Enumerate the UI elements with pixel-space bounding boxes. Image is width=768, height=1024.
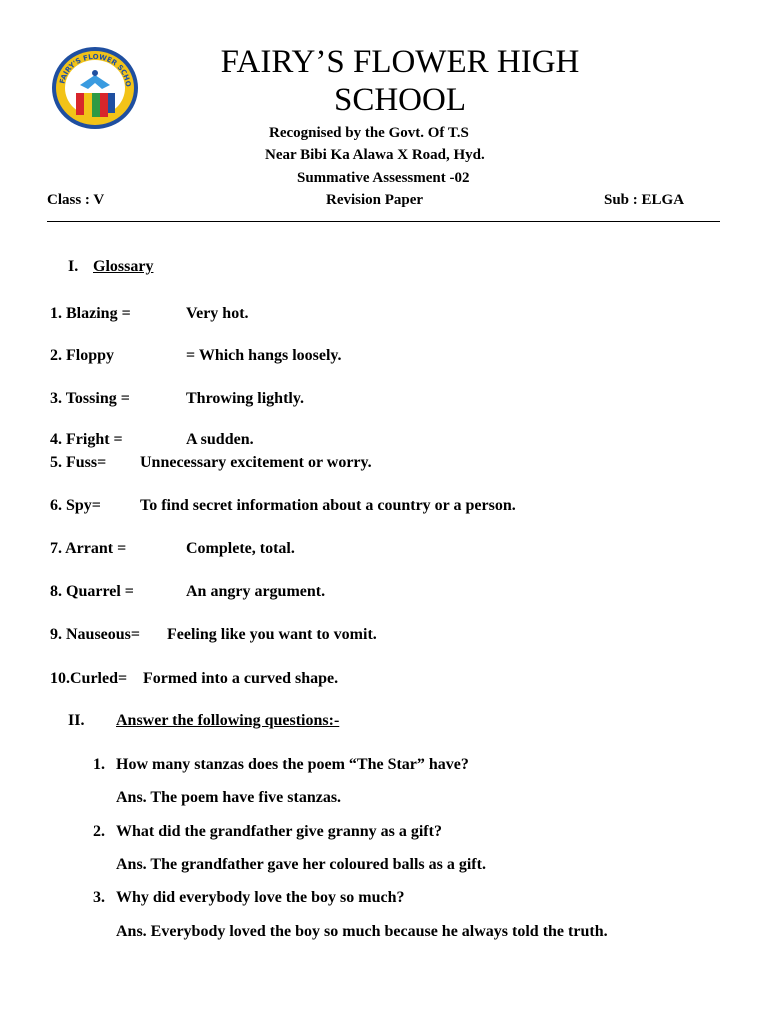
logo-text: FAIRY'S FLOWER SCHO: [58, 52, 133, 88]
answer-text: Ans. The grandfather gave her coloured balls as a gift.: [116, 856, 486, 873]
school-logo: [50, 45, 140, 131]
paper-type: Revision Paper: [326, 192, 424, 208]
glossary-definition: An angry argument.: [186, 583, 326, 600]
subject-label: Sub : ELGA: [604, 192, 685, 208]
glossary-term: 4. Fright =: [50, 431, 123, 448]
glossary-definition: = Which hangs loosely.: [186, 347, 342, 364]
class-label: Class : V: [47, 192, 105, 208]
glossary-definition: Formed into a curved shape.: [143, 670, 339, 687]
glossary-definition: Throwing lightly.: [186, 390, 304, 407]
address-text: Near Bibi Ka Alawa X Road, Hyd.: [265, 147, 485, 163]
school-name-line2: SCHOOL: [333, 82, 467, 118]
glossary-definition: A sudden.: [186, 431, 254, 448]
question-text: Why did everybody love the boy so much?: [116, 889, 405, 906]
question-number: 1.: [93, 756, 105, 773]
section2-heading: Answer the following questions:-: [116, 712, 340, 729]
glossary-term: 9. Nauseous=: [50, 626, 141, 643]
assessment-title: Summative Assessment -02: [297, 170, 470, 186]
glossary-definition: Complete, total.: [186, 540, 295, 557]
glossary-term: 7. Arrant =: [50, 540, 127, 557]
glossary-term: 8. Quarrel =: [50, 583, 134, 600]
glossary-definition: Very hot.: [186, 305, 249, 322]
glossary-term: 10.Curled=: [50, 670, 128, 687]
question-text: How many stanzas does the poem “The Star” have?: [116, 756, 469, 773]
school-name-line1: FAIRY’S FLOWER HIGH: [220, 44, 580, 80]
question-number: 3.: [93, 889, 105, 906]
glossary-definition: Unnecessary excitement or worry.: [140, 454, 372, 471]
glossary-term: 5. Fuss=: [50, 454, 107, 471]
recognition-text: Recognised by the Govt. Of T.S: [269, 125, 469, 141]
glossary-term: 3. Tossing =: [50, 390, 130, 407]
answer-text: Ans. Everybody loved the boy so much because he always told the truth.: [116, 923, 608, 940]
header-divider: [47, 221, 720, 222]
section1-numeral: I.: [68, 258, 79, 275]
question-number: 2.: [93, 823, 105, 840]
section2-numeral: II.: [68, 712, 85, 729]
question-text: What did the grandfather give granny as a gift?: [116, 823, 442, 840]
section1-heading: Glossary: [93, 258, 154, 275]
glossary-definition: Feeling like you want to vomit.: [167, 626, 377, 643]
glossary-term: 1. Blazing =: [50, 305, 131, 322]
glossary-term: 2. Floppy: [50, 347, 115, 364]
glossary-term: 6. Spy=: [50, 497, 101, 514]
answer-text: Ans. The poem have five stanzas.: [116, 789, 342, 806]
glossary-definition: To find secret information about a country or a person.: [140, 497, 516, 514]
